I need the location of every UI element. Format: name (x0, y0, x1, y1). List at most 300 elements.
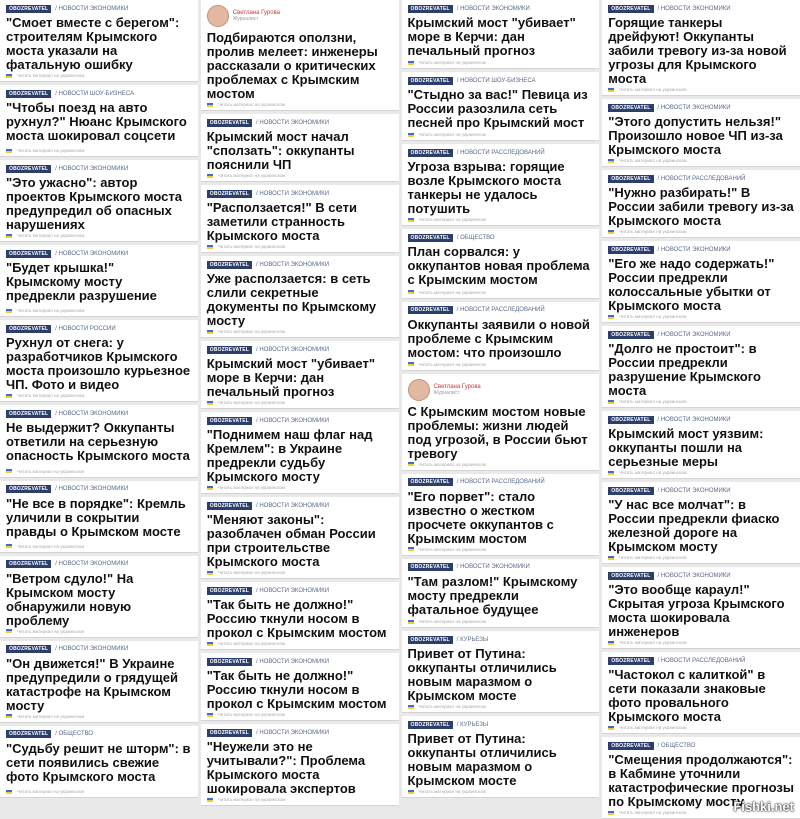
card-header (408, 477, 594, 488)
news-card[interactable] (201, 114, 399, 182)
headline[interactable]: Горящие танкеры дрейфуют! Оккупанты забили тревогу из-за новой угрозы для Крымского моста (608, 15, 787, 86)
obozrevatel-logo: OBOZREVATEL (608, 572, 653, 580)
section-label[interactable]: / НОВОСТИ ЭКОНОМИКИ (55, 486, 129, 493)
card-header (6, 323, 192, 334)
card-meta (608, 86, 794, 93)
ukraine-flag-icon (408, 620, 414, 624)
obozrevatel-logo: OBOZREVATEL (408, 306, 453, 314)
card-meta (6, 628, 192, 635)
obozrevatel-logo: OBOZREVATEL (207, 261, 252, 269)
ukraine-flag-icon (408, 547, 414, 551)
card-meta (608, 639, 794, 646)
news-card[interactable] (201, 497, 399, 579)
card-header (408, 232, 594, 243)
news-card[interactable] (602, 326, 800, 408)
card-meta (6, 468, 192, 475)
meta-note[interactable]: Читать материал на украинском (619, 158, 687, 163)
section-label[interactable]: / НОВОСТИ ЭКОНОМИКИ (657, 572, 731, 579)
card-header (608, 3, 794, 14)
meta-note[interactable]: Читать материал на украинском (418, 619, 486, 625)
obozrevatel-logo: OBOZREVATEL (408, 478, 453, 486)
meta-note[interactable]: Читать материал на украинском (619, 810, 687, 815)
news-card[interactable] (201, 185, 399, 253)
section-label[interactable]: / НОВОСТИ ЭКОНОМИКИ (657, 331, 731, 338)
obozrevatel-logo: OBOZREVATEL (408, 77, 453, 85)
card-header (6, 729, 192, 740)
obozrevatel-logo: OBOZREVATEL (6, 250, 51, 258)
meta-note[interactable]: Читать материал на украинском (418, 289, 486, 295)
meta-note[interactable]: Читать материал на украинском (17, 543, 85, 549)
headline[interactable]: Привет от Путина: оккупанты отличились новым маразмом о Крымском мосте (407, 646, 557, 704)
card-meta (207, 243, 393, 250)
meta-note[interactable]: Читать материал на украинском (418, 704, 486, 710)
author-name: Светлана Гурова (232, 10, 281, 16)
headline[interactable]: С Крымским мостом новые проблемы: жизни людей под угрозой, в России бьют тревогу (407, 403, 588, 461)
ukraine-flag-icon (608, 400, 614, 404)
section-label[interactable]: / НОВОСТИ ЭКОНОМИКИ (456, 5, 530, 12)
card-header (207, 117, 393, 128)
news-card[interactable] (0, 405, 198, 477)
card-header (408, 634, 594, 645)
meta-note[interactable]: Читать материал на украинском (418, 217, 486, 223)
obozrevatel-logo: OBOZREVATEL (207, 190, 252, 198)
ukraine-flag-icon (6, 629, 12, 633)
card-header (6, 484, 192, 495)
section-label[interactable]: / ОБЩЕСТВО (456, 234, 495, 241)
meta-note[interactable]: Читать материал на украинском (17, 233, 85, 239)
headline[interactable]: "У нас все молчат": в России предрекли фиаско железной дороге на Крымском мосту (608, 497, 780, 554)
card-meta (6, 713, 192, 720)
card-header (207, 500, 393, 511)
section-label[interactable]: / НОВОСТИ ЭКОНОМИКИ (657, 5, 731, 12)
author-block (408, 377, 594, 403)
section-label[interactable]: / НОВОСТИ ШОУ-БИЗНЕСА (456, 77, 536, 84)
headline[interactable]: Уже расползается: в сеть слили секретные документы по Крымскому мосту (206, 271, 377, 328)
section-label[interactable]: / НОВОСТИ ЭКОНОМИКИ (55, 165, 129, 172)
section-label[interactable]: / НОВОСТИ ЭКОНОМИКИ (256, 729, 330, 736)
section-label[interactable]: / НОВОСТИ ЭКОНОМИКИ (256, 346, 330, 353)
headline[interactable]: "Это ужасно": автор проектов Крымского моста предупредил об опасных нарушениях (6, 175, 182, 233)
meta-note[interactable]: Читать материал на украинском (217, 641, 286, 646)
ukraine-flag-icon (608, 230, 614, 234)
news-card[interactable] (0, 556, 198, 638)
news-card[interactable] (0, 726, 198, 798)
ukraine-flag-icon (408, 790, 414, 794)
news-card[interactable] (402, 631, 600, 713)
meta-note[interactable]: Читать материал на украинском (619, 640, 687, 645)
headline[interactable]: План сорвался: у оккупантов новая проблема с Крымским мостом (407, 244, 590, 288)
card-meta (207, 796, 393, 803)
headline[interactable]: Рухнул от снега: у разработчиков Крымского моста произошло курьезное ЧП. Фото и видео (6, 335, 191, 393)
section-label[interactable]: / КУРЬЕЗЫ (456, 721, 489, 728)
section-label[interactable]: / НОВОСТИ РАССЛЕДОВАНИЙ (456, 307, 545, 314)
news-card[interactable] (602, 567, 800, 649)
card-meta (207, 328, 393, 335)
section-label[interactable]: / НОВОСТИ ЭКОНОМИКИ (657, 487, 731, 494)
meta-note[interactable]: Читать материал на украинском (217, 485, 286, 490)
card-meta (6, 307, 192, 314)
news-card[interactable] (0, 320, 198, 402)
card-header (408, 147, 594, 158)
news-card[interactable] (0, 641, 198, 723)
section-label[interactable]: / НОВОСТИ ЭКОНОМИКИ (55, 250, 129, 257)
section-label[interactable]: / НОВОСТИ ЭКОНОМИКИ (55, 646, 129, 653)
meta-note[interactable]: Читать материал на украинском (17, 393, 85, 399)
card-header (207, 727, 393, 738)
headline[interactable]: "Долго не простоит": в России предрекли разрушение Крымского моста (608, 341, 761, 398)
headline[interactable]: "Так быть не должно!" Россию ткнули носом в прокол с Крымским мостом (206, 668, 387, 711)
ukraine-flag-icon (6, 469, 12, 473)
card-header (207, 585, 393, 596)
meta-note[interactable]: Читать материал на украинском (418, 546, 486, 552)
card-header (408, 3, 594, 14)
meta-note[interactable]: Читать материал на украинском (619, 470, 687, 475)
card-meta (207, 711, 393, 718)
news-card[interactable] (201, 582, 399, 650)
card-header (207, 188, 393, 199)
obozrevatel-logo: OBOZREVATEL (6, 730, 51, 738)
obozrevatel-logo: OBOZREVATEL (608, 657, 653, 665)
headline[interactable]: Не выдержит? Оккупанты ответили на серьезную опасность Крымского моста (6, 420, 190, 464)
card-meta (6, 232, 192, 239)
card-header (408, 719, 594, 730)
card-meta (408, 216, 594, 223)
card-header (408, 562, 594, 573)
obozrevatel-logo: OBOZREVATEL (408, 721, 453, 729)
news-card[interactable] (201, 0, 399, 111)
ukraine-flag-icon (207, 174, 213, 178)
meta-note[interactable]: Читать материал на украинском (217, 797, 286, 802)
headline[interactable]: "Так быть не должно!" Россию ткнули носом в прокол с Крымским мостом (206, 597, 387, 640)
news-card[interactable] (602, 652, 800, 734)
section-label[interactable]: / НОВОСТИ РАССЛЕДОВАНИЙ (657, 657, 746, 664)
ukraine-flag-icon (608, 726, 614, 730)
card-header (207, 415, 393, 426)
card-header (608, 740, 794, 751)
news-card[interactable] (0, 481, 198, 553)
card-header (408, 75, 594, 86)
card-meta (608, 228, 794, 235)
column-1 (0, 0, 198, 798)
card-header (6, 3, 192, 14)
card-header (6, 163, 192, 174)
meta-note[interactable]: Читать материал на украинском (217, 329, 286, 334)
card-header (6, 644, 192, 655)
meta-note[interactable]: Читать материал на украинском (17, 789, 85, 795)
headline[interactable]: "Это вообще караул!" Скрытая угроза Крымского моста шокировала инженеров (608, 582, 785, 639)
card-meta (6, 392, 192, 399)
card-meta (608, 724, 794, 731)
column-2 (201, 0, 399, 802)
card-meta (6, 72, 192, 79)
obozrevatel-logo: OBOZREVATEL (6, 90, 51, 98)
headline[interactable]: "Судьбу решит не шторм": в сети появились свежие фото Крымского моста (6, 740, 191, 784)
headline[interactable]: "Ветром сдуло!" На Крымском мосту обнаружили новую проблему (6, 570, 134, 628)
ukraine-flag-icon (6, 714, 12, 718)
meta-note[interactable]: Читать материал на украинском (418, 789, 486, 795)
obozrevatel-logo: OBOZREVATEL (608, 487, 653, 495)
section-label[interactable]: / НОВОСТИ ЭКОНОМИКИ (256, 119, 330, 126)
meta-note[interactable]: Читать материал на украинском (17, 713, 85, 719)
obozrevatel-logo: OBOZREVATEL (608, 5, 653, 13)
card-meta (608, 469, 794, 476)
obozrevatel-logo: OBOZREVATEL (6, 410, 51, 418)
section-label[interactable]: / НОВОСТИ ЭКОНОМИКИ (55, 5, 129, 12)
meta-note[interactable]: Читать материал на украинском (619, 725, 687, 730)
card-meta (408, 131, 594, 138)
card-header (608, 329, 794, 340)
obozrevatel-logo: OBOZREVATEL (207, 119, 252, 127)
ukraine-flag-icon (408, 462, 414, 466)
meta-note[interactable]: Читать материал на украинском (17, 468, 85, 474)
section-label[interactable]: / НОВОСТИ ЭКОНОМИКИ (256, 587, 330, 594)
news-card[interactable] (402, 716, 600, 798)
card-meta (408, 59, 594, 66)
section-label[interactable]: / ОБЩЕСТВО (657, 742, 696, 749)
headline[interactable]: "Будет крышка!" Крымскому мосту предрекли разрушение (6, 260, 157, 304)
news-card[interactable] (201, 341, 399, 409)
card-header (608, 102, 794, 113)
section-label[interactable]: / НОВОСТИ РАССЛЕДОВАНИЙ (657, 175, 746, 182)
headline[interactable]: "Стыдно за вас!" Певица из России разозлила сеть песней про Крымский мост (407, 87, 588, 131)
obozrevatel-logo: OBOZREVATEL (408, 234, 453, 242)
card-meta (408, 788, 594, 795)
obozrevatel-logo: OBOZREVATEL (608, 175, 653, 183)
section-label[interactable]: / НОВОСТИ ЭКОНОМИКИ (256, 190, 330, 197)
card-header (6, 408, 192, 419)
avatar (408, 379, 430, 401)
card-header (408, 305, 594, 316)
ukraine-flag-icon (608, 556, 614, 560)
card-meta (6, 147, 192, 154)
headline[interactable]: "Частокол с калиткой" в сети показали знаковые фото провального Крымского моста (608, 667, 766, 724)
section-label[interactable]: / НОВОСТИ ЭКОНОМИКИ (55, 561, 129, 568)
section-label[interactable]: / НОВОСТИ ЭКОНОМИКИ (256, 417, 330, 424)
obozrevatel-logo: OBOZREVATEL (207, 417, 252, 425)
meta-note[interactable]: Читать материал на украинском (17, 73, 85, 78)
news-card[interactable] (602, 411, 800, 479)
ukraine-flag-icon (207, 713, 213, 717)
headline[interactable]: "Он движется!" В Украине предупредили о грядущей катастрофе на Крымском мосту (6, 655, 178, 713)
headline[interactable]: "Смещения продолжаются": в Кабмине уточнили катастрофические прогнозы по Крымскому мосту (608, 752, 794, 809)
headline[interactable]: Крымский мост уязвим: оккупанты пошли на серьезные меры (608, 426, 764, 469)
headline[interactable]: "Расползается!" В сети заметили странность Крымского моста (206, 200, 357, 243)
section-label[interactable]: / НОВОСТИ ЭКОНОМИКИ (256, 261, 330, 268)
news-card[interactable] (602, 482, 800, 564)
news-card[interactable] (0, 0, 198, 82)
ukraine-flag-icon (6, 149, 12, 153)
news-card[interactable] (402, 72, 600, 141)
ukraine-flag-icon (408, 61, 414, 65)
meta-note[interactable]: Читать материал на украинском (217, 102, 286, 107)
news-card[interactable] (402, 144, 600, 226)
meta-note[interactable]: Читать материал на украинском (418, 60, 486, 66)
obozrevatel-logo: OBOZREVATEL (608, 331, 653, 339)
ukraine-flag-icon (608, 315, 614, 319)
headline[interactable]: "Поднимем наш флаг над Кремлем": в Украине предрекли судьбу Крымского мосту (206, 427, 373, 484)
ukraine-flag-icon (408, 218, 414, 222)
news-card[interactable] (0, 160, 198, 242)
meta-note[interactable]: Читать материал на украинском (619, 399, 687, 404)
obozrevatel-logo: OBOZREVATEL (408, 149, 453, 157)
headline[interactable]: Оккупанты заявили о новой проблеме с Крымским мостом: что произошло (407, 316, 590, 360)
meta-note[interactable]: Читать материал на украинском (217, 712, 286, 717)
card-meta (207, 569, 393, 576)
meta-note[interactable]: Читать материал на украинском (17, 308, 85, 314)
headline[interactable]: "Неужели это не учитывали?": Проблема Крымского моста шокировала экспертов (206, 739, 366, 796)
headline[interactable]: "Меняют законы": разоблачен обман России при строительстве Крымского моста (206, 512, 376, 569)
meta-note[interactable]: Читать материал на украинском (217, 570, 286, 575)
card-meta (408, 546, 594, 553)
avatar (207, 5, 229, 27)
section-label[interactable]: / НОВОСТИ ЭКОНОМИКИ (657, 246, 731, 253)
card-meta (207, 172, 393, 179)
obozrevatel-logo: OBOZREVATEL (207, 587, 252, 595)
ukraine-flag-icon (6, 544, 12, 548)
headline[interactable]: Крымский мост "убивает" море в Керчи: дан печальный прогноз (206, 356, 375, 399)
headline[interactable]: "Этого допустить нельзя!" Произошло новое ЧП из-за Крымского моста (608, 114, 783, 157)
obozrevatel-logo: OBOZREVATEL (608, 104, 653, 112)
meta-note[interactable]: Читать материал на украинском (217, 400, 286, 405)
news-card[interactable] (201, 412, 399, 494)
obozrevatel-logo: OBOZREVATEL (408, 563, 453, 571)
obozrevatel-logo: OBOZREVATEL (408, 636, 453, 644)
obozrevatel-logo: OBOZREVATEL (408, 5, 453, 13)
meta-note[interactable]: Читать материал на украинском (217, 173, 286, 178)
headline[interactable]: "Нужно разбирать!" В России забили тревогу из-за Крымского моста (608, 185, 794, 228)
obozrevatel-logo: OBOZREVATEL (608, 246, 653, 254)
card-header (6, 88, 192, 99)
ukraine-flag-icon (207, 571, 213, 575)
news-card[interactable] (402, 374, 600, 471)
card-meta (207, 640, 393, 647)
meta-note[interactable]: Читать материал на украинском (418, 461, 486, 467)
meta-note[interactable]: Читать материал на украинском (619, 87, 687, 92)
author-name: Светлана Гурова (433, 383, 481, 390)
card-header (608, 570, 794, 581)
ukraine-flag-icon (608, 811, 614, 815)
card-meta (608, 554, 794, 561)
meta-note[interactable]: Читать материал на украинском (17, 628, 85, 634)
card-header (6, 559, 192, 570)
card-header (207, 344, 393, 355)
meta-note[interactable]: Читать материал на украинском (619, 314, 687, 319)
card-header (207, 259, 393, 270)
section-label[interactable]: / НОВОСТИ ЭКОНОМИКИ (456, 564, 530, 571)
meta-note[interactable]: Читать материал на украинском (17, 148, 85, 154)
section-label[interactable]: / НОВОСТИ РОССИИ (55, 325, 116, 332)
news-card[interactable] (602, 99, 800, 167)
card-header (6, 248, 192, 259)
headline[interactable]: "Не все в порядке": Кремль уличили в сокрытии правды о Крымском мосте (6, 495, 186, 539)
section-label[interactable]: / НОВОСТИ ЭКОНОМИКИ (256, 658, 330, 665)
card-meta (6, 543, 192, 550)
card-header (608, 173, 794, 184)
news-card[interactable] (602, 170, 800, 238)
ukraine-flag-icon (207, 798, 213, 802)
section-label[interactable]: / КУРЬЕЗЫ (456, 636, 489, 643)
meta-note[interactable]: Читать материал на украинском (217, 244, 286, 249)
card-header (608, 485, 794, 496)
news-card[interactable] (402, 229, 600, 298)
headline[interactable]: Крымский мост начал "сползать": оккупанты пояснили ЧП (206, 129, 355, 172)
headline[interactable]: Привет от Путина: оккупанты отличились новым маразмом о Крымском мосте (407, 731, 557, 789)
news-card[interactable] (402, 559, 600, 628)
card-meta (408, 289, 594, 296)
headline[interactable]: "Чтобы поезд на авто рухнул?" Нюанс Крымского моста шокировал соцсети (6, 100, 187, 143)
news-card[interactable] (402, 474, 600, 556)
ukraine-flag-icon (408, 705, 414, 709)
card-header (608, 414, 794, 425)
meta-note[interactable]: Читать материал на украинском (619, 555, 687, 560)
section-label[interactable]: / НОВОСТИ ЭКОНОМИКИ (55, 410, 129, 417)
watermark: Fishki.net (733, 799, 794, 814)
news-card[interactable] (201, 724, 399, 806)
headline[interactable]: "Его порвет": стало известно о жестком просчете оккупантов с Крымским мостом (407, 488, 554, 546)
section-label[interactable]: / ОБЩЕСТВО (55, 731, 94, 738)
news-card[interactable] (602, 241, 800, 323)
meta-note[interactable]: Читать материал на украинском (619, 229, 687, 234)
obozrevatel-logo: OBOZREVATEL (207, 346, 252, 354)
card-meta (6, 788, 192, 795)
ukraine-flag-icon (207, 486, 213, 490)
section-label[interactable]: / НОВОСТИ РАССЛЕДОВАНИЙ (456, 149, 545, 156)
news-card[interactable] (402, 0, 600, 69)
news-card[interactable] (402, 302, 600, 371)
section-label[interactable]: / НОВОСТИ ЭКОНОМИКИ (657, 104, 731, 111)
author-role: Журналист (433, 389, 460, 396)
headline[interactable]: Подбираются оползни, пролив мелеет: инженеры рассказали о критических проблемах с Крымским мостом (206, 30, 378, 101)
news-card[interactable] (0, 245, 198, 317)
card-meta (408, 461, 594, 468)
headline[interactable]: Крымский мост "убивает" море в Керчи: дан печальный прогноз (407, 15, 576, 58)
ukraine-flag-icon (608, 159, 614, 163)
headline[interactable]: "Его же надо содержать!" России предрекли колоссальные убытки от Крымского моста (608, 256, 775, 313)
ukraine-flag-icon (6, 234, 12, 238)
news-card[interactable] (201, 256, 399, 338)
author-role: Журналист (232, 16, 259, 22)
ukraine-flag-icon (408, 290, 414, 294)
headline[interactable]: "Там разлом!" Крымскому мосту предрекли фатальное будущее (407, 573, 578, 617)
ukraine-flag-icon (207, 330, 213, 334)
headline[interactable]: "Смоет вместе с берегом": строителям Крымского моста указали на фатальную ошибку (6, 15, 180, 72)
ukraine-flag-icon (207, 245, 213, 249)
ukraine-flag-icon (6, 309, 12, 313)
obozrevatel-logo: OBOZREVATEL (6, 645, 51, 653)
section-label[interactable]: / НОВОСТИ ЭКОНОМИКИ (256, 502, 330, 509)
card-meta (608, 313, 794, 320)
obozrevatel-logo: OBOZREVATEL (608, 416, 653, 424)
meta-note[interactable]: Читать материал на украинском (418, 361, 486, 367)
meta-note[interactable]: Читать материал на украинском (418, 132, 486, 138)
section-label[interactable]: / НОВОСТИ ШОУ-БИЗНЕСА (55, 90, 135, 97)
headline[interactable]: Угроза взрыва: горящие возле Крымского моста танкеры не удалось потушить (407, 159, 565, 217)
card-meta (207, 484, 393, 491)
news-card[interactable] (602, 0, 800, 96)
news-card[interactable] (201, 653, 399, 721)
obozrevatel-logo: OBOZREVATEL (207, 502, 252, 510)
card-meta (207, 399, 393, 406)
section-label[interactable]: / НОВОСТИ ЭКОНОМИКИ (657, 416, 731, 423)
ukraine-flag-icon (408, 362, 414, 366)
news-card[interactable] (0, 85, 198, 157)
card-meta (408, 703, 594, 710)
column-3 (402, 0, 600, 798)
ukraine-flag-icon (6, 394, 12, 398)
section-label[interactable]: / НОВОСТИ РАССЛЕДОВАНИЙ (456, 479, 545, 486)
obozrevatel-logo: OBOZREVATEL (608, 742, 653, 750)
ukraine-flag-icon (207, 401, 213, 405)
